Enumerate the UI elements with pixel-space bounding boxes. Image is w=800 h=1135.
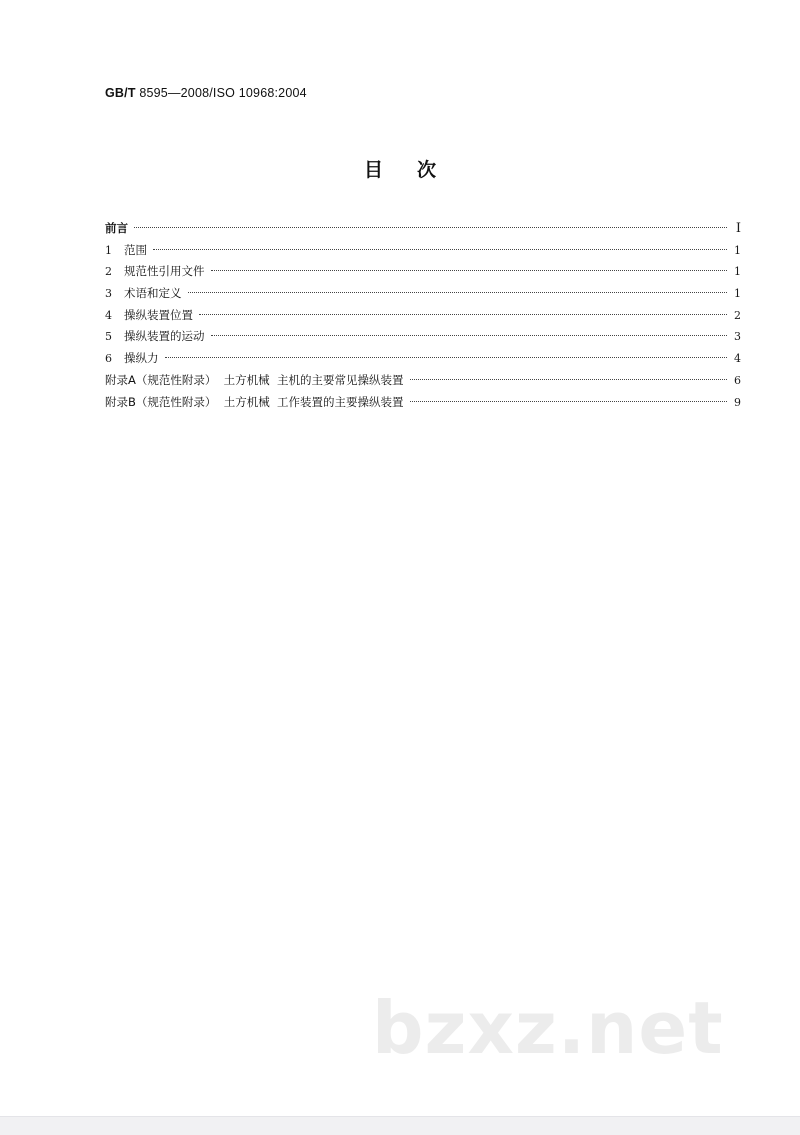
toc-entry-label: 操纵装置位置 (124, 307, 193, 322)
standard-code-prefix: GB/T (105, 86, 136, 100)
toc-entry-label: 规范性引用文件 (124, 264, 205, 279)
table-of-contents (105, 218, 741, 413)
toc-leader-dots (199, 314, 727, 315)
page-bottom-edge (0, 1116, 800, 1135)
toc-entry[interactable] (105, 370, 741, 392)
toc-entry-page: 9 (734, 395, 741, 409)
toc-entry-number: 2 (105, 265, 112, 279)
toc-leader-dots (165, 357, 728, 358)
toc-entry-label: 操纵力 (124, 351, 159, 366)
toc-entry-label: 附录B（规范性附录） 土方机械 工作装置的主要操纵装置 (105, 394, 404, 409)
toc-entry-number: 5 (105, 330, 112, 344)
toc-entry-page: 3 (734, 330, 741, 344)
toc-entry-page: I (735, 221, 741, 236)
toc-entry-page: 1 (734, 243, 741, 257)
toc-leader-dots (410, 379, 728, 380)
toc-leader-dots (188, 292, 728, 293)
toc-entry-label: 附录A（规范性附录） 土方机械 主机的主要常见操纵装置 (105, 372, 404, 387)
toc-entry-page: 2 (734, 308, 741, 322)
toc-entry[interactable] (105, 283, 741, 305)
toc-entry[interactable] (105, 326, 741, 348)
toc-entry-number: 6 (105, 352, 112, 366)
toc-entry[interactable] (105, 261, 741, 283)
toc-title: 目次 (363, 159, 470, 181)
toc-entry-page: 4 (734, 352, 741, 366)
toc-entry-label: 前言 (105, 221, 128, 235)
standard-code (105, 86, 307, 100)
toc-entry[interactable] (105, 240, 741, 262)
toc-entry-number: 4 (105, 308, 112, 322)
watermark: bzxz.net (372, 986, 724, 1070)
toc-leader-dots (410, 401, 727, 402)
toc-entry[interactable] (105, 218, 741, 240)
toc-entry[interactable] (105, 392, 741, 414)
toc-entry[interactable] (105, 348, 741, 370)
toc-leader-dots (153, 249, 727, 250)
toc-entry-label: 操纵装置的运动 (124, 329, 205, 344)
toc-entry-number: 3 (105, 287, 112, 301)
toc-leader-dots (211, 335, 728, 336)
standard-code-number: 8595—2008/ISO 10968:2004 (135, 86, 307, 100)
toc-entry-page: 1 (734, 265, 741, 279)
toc-entry-number: 1 (105, 243, 112, 257)
toc-entry-page: 1 (734, 287, 741, 301)
toc-entry[interactable] (105, 305, 741, 327)
toc-entry-label: 范围 (124, 242, 147, 257)
toc-entry-label: 术语和定义 (124, 286, 182, 301)
toc-entry-page: 6 (734, 373, 741, 387)
toc-leader-dots (134, 227, 727, 228)
toc-leader-dots (211, 270, 728, 271)
